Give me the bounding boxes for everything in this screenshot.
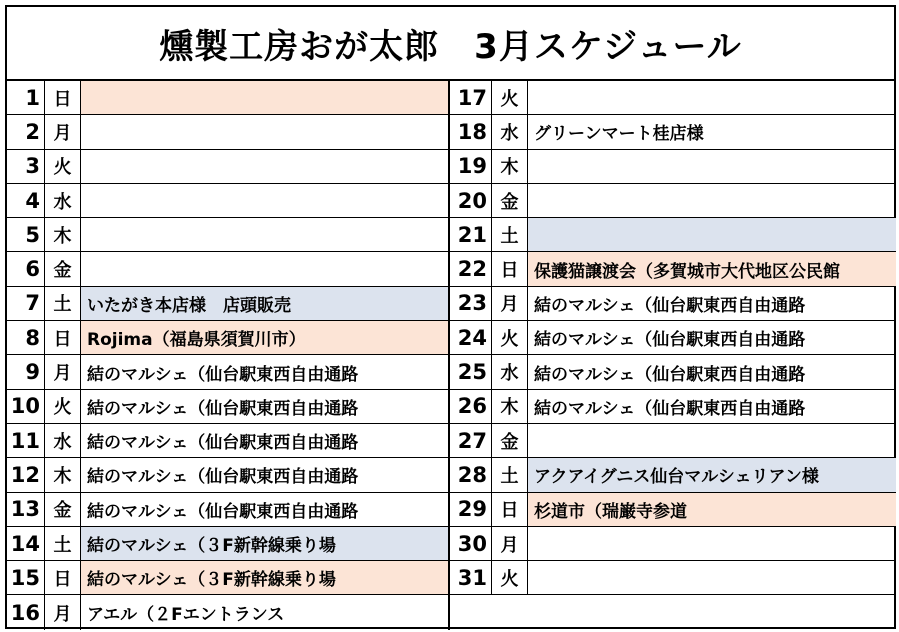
day-number: 5 [7, 218, 45, 251]
day-number: 14 [7, 527, 45, 560]
event-cell: 結のマルシェ（仙台駅東西自由通路 [534, 398, 806, 419]
weekday: 月 [45, 115, 81, 148]
weekday: 月 [492, 527, 528, 560]
day-number: 31 [450, 561, 492, 594]
event-cell: 結のマルシェ（３F新幹線乗り場 [81, 561, 448, 594]
event-cell: 結のマルシェ（仙台駅東西自由通路 [87, 433, 359, 454]
day-number: 23 [450, 287, 492, 320]
event-cell: 結のマルシェ（仙台駅東西自由通路 [87, 467, 359, 488]
weekday: 木 [492, 390, 528, 423]
weekday: 木 [45, 458, 81, 491]
day-number: 18 [450, 115, 492, 148]
weekday: 日 [45, 561, 81, 594]
table-row [7, 287, 450, 321]
table-row [450, 150, 896, 184]
event-cell [81, 150, 448, 183]
day-number: 27 [450, 424, 492, 457]
weekday: 金 [492, 424, 528, 457]
table-row [7, 184, 450, 218]
weekday: 月 [45, 355, 81, 388]
weekday: 水 [492, 355, 528, 388]
table-row [450, 81, 896, 115]
weekday: 土 [45, 287, 81, 320]
table-row [450, 115, 896, 149]
day-number: 6 [7, 252, 45, 285]
day-number: 26 [450, 390, 492, 423]
day-number: 12 [7, 458, 45, 491]
day-number: 13 [7, 493, 45, 526]
table-row [450, 252, 896, 286]
table-row [7, 355, 450, 389]
event-cell [528, 184, 896, 217]
table-row [7, 115, 450, 149]
event-cell: 結のマルシェ（仙台駅東西自由通路 [534, 364, 806, 385]
schedule-title: 燻製工房おが太郎 3月スケジュール [7, 7, 894, 81]
weekday: 水 [492, 115, 528, 148]
event-cell [81, 184, 448, 217]
table-row [450, 390, 896, 424]
weekday: 月 [492, 287, 528, 320]
event-cell [528, 527, 896, 560]
day-number: 30 [450, 527, 492, 560]
event-cell: 結のマルシェ（仙台駅東西自由通路 [534, 330, 806, 351]
weekday: 土 [492, 458, 528, 491]
weekday: 日 [45, 81, 81, 114]
event-cell: 結のマルシェ（仙台駅東西自由通路 [87, 364, 359, 385]
weekday: 金 [492, 184, 528, 217]
weekday: 火 [45, 390, 81, 423]
day-number: 3 [7, 150, 45, 183]
table-row [7, 150, 450, 184]
table-row [7, 390, 450, 424]
left-column [7, 81, 450, 630]
table-row [450, 493, 896, 527]
weekday: 土 [45, 527, 81, 560]
weekday: 日 [45, 321, 81, 354]
day-number: 8 [7, 321, 45, 354]
schedule-table [5, 5, 896, 629]
table-row [7, 81, 450, 115]
table-row [450, 321, 896, 355]
table-row [7, 493, 450, 527]
weekday: 日 [492, 252, 528, 285]
weekday: 木 [45, 218, 81, 251]
table-row [450, 424, 896, 458]
event-cell: 結のマルシェ（仙台駅東西自由通路 [87, 398, 359, 419]
weekday: 火 [492, 321, 528, 354]
event-cell: 結のマルシェ（３F新幹線乗り場 [81, 527, 448, 560]
day-number: 20 [450, 184, 492, 217]
event-cell: いたがき本店様 店頭販売 [81, 287, 448, 320]
day-number: 2 [7, 115, 45, 148]
table-row [7, 252, 450, 286]
day-number: 21 [450, 218, 492, 251]
day-number: 1 [7, 81, 45, 114]
weekday: 金 [45, 252, 81, 285]
table-row [450, 527, 896, 561]
table-row [450, 287, 896, 321]
day-number: 28 [450, 458, 492, 491]
event-cell [81, 252, 448, 285]
event-cell: 結のマルシェ（仙台駅東西自由通路 [534, 295, 806, 316]
day-number: 22 [450, 252, 492, 285]
day-number: 16 [7, 595, 45, 629]
event-cell [81, 115, 448, 148]
event-cell [528, 561, 896, 594]
day-number: 10 [7, 390, 45, 423]
weekday: 木 [492, 150, 528, 183]
day-number: 17 [450, 81, 492, 114]
table-row [7, 218, 450, 252]
table-row [450, 561, 896, 595]
table-row [7, 458, 450, 492]
table-row [450, 218, 896, 252]
table-row [450, 458, 896, 492]
event-cell [528, 81, 896, 114]
table-row [7, 424, 450, 458]
table-row [450, 184, 896, 218]
day-number: 7 [7, 287, 45, 320]
event-cell [528, 218, 896, 251]
day-number: 19 [450, 150, 492, 183]
day-number: 15 [7, 561, 45, 594]
event-cell: グリーンマート桂店様 [534, 124, 704, 145]
right-column [450, 81, 896, 595]
table-row [450, 355, 896, 389]
table-row [7, 561, 450, 595]
weekday: 火 [45, 150, 81, 183]
event-cell: Rojima（福島県須賀川市） [81, 321, 448, 354]
table-row [7, 527, 450, 561]
event-cell [528, 424, 896, 457]
weekday: 水 [45, 184, 81, 217]
weekday: 土 [492, 218, 528, 251]
day-number: 11 [7, 424, 45, 457]
event-cell [81, 81, 448, 114]
event-cell: アクアイグニス仙台マルシェリアン様 [528, 458, 896, 491]
table-row [7, 321, 450, 355]
weekday: 日 [492, 493, 528, 526]
event-cell: アエル（２Fエントランス [87, 605, 285, 626]
event-cell: 結のマルシェ（仙台駅東西自由通路 [87, 501, 359, 522]
weekday: 水 [45, 424, 81, 457]
event-cell: 保護猫譲渡会（多賀城市大代地区公民館 [528, 252, 896, 285]
day-number: 25 [450, 355, 492, 388]
table-row [7, 595, 450, 629]
day-number: 9 [7, 355, 45, 388]
weekday: 金 [45, 493, 81, 526]
day-number: 29 [450, 493, 492, 526]
event-cell: 杉道市（瑞巌寺参道 [528, 493, 896, 526]
event-cell [81, 218, 448, 251]
weekday: 火 [492, 81, 528, 114]
weekday: 火 [492, 561, 528, 594]
day-number: 4 [7, 184, 45, 217]
event-cell [528, 150, 896, 183]
day-number: 24 [450, 321, 492, 354]
weekday: 月 [45, 595, 81, 629]
